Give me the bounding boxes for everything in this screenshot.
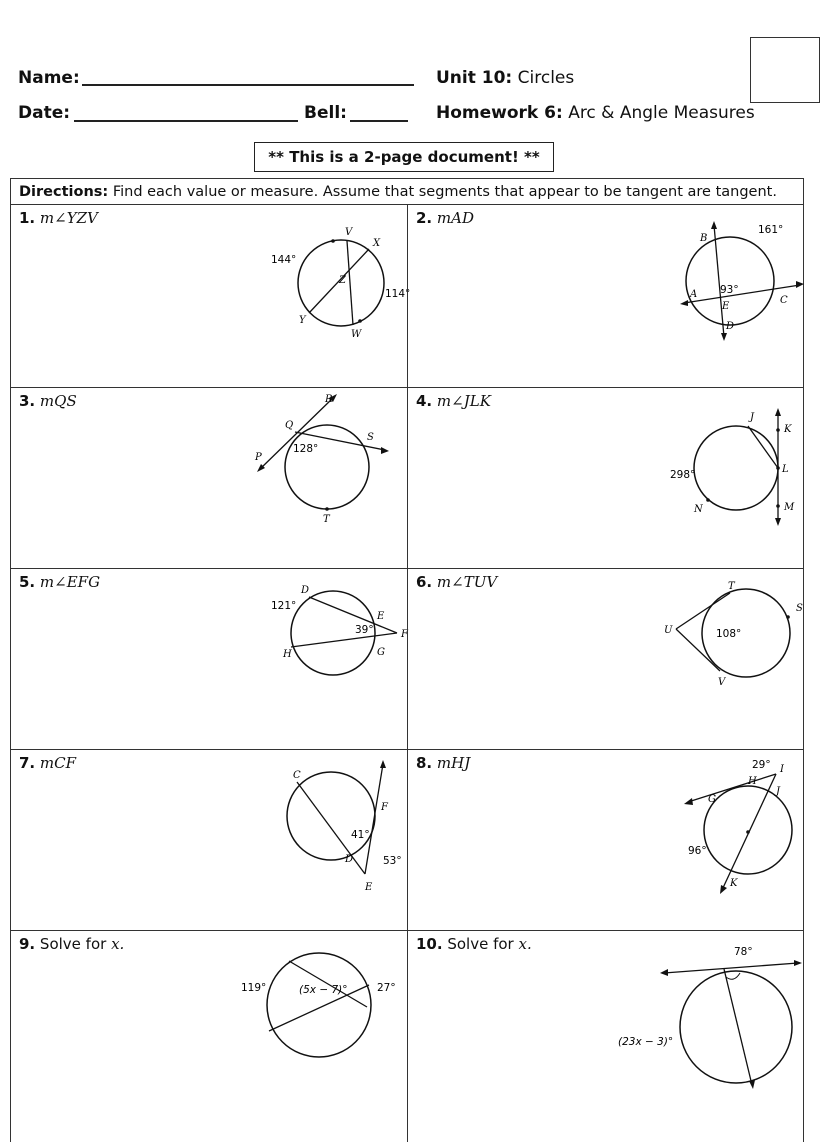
arrowhead <box>775 518 781 526</box>
point-label: K <box>730 878 738 889</box>
point-label: I <box>780 764 784 775</box>
arrowhead <box>749 1080 755 1089</box>
arrowhead <box>794 960 802 966</box>
problem-label: 2. mAD <box>416 209 475 227</box>
circle-figure-3 <box>249 392 409 527</box>
problem-5 <box>11 569 407 750</box>
arrowhead <box>381 447 389 454</box>
point-label: E <box>377 611 385 622</box>
problem-label: 5. m∠EFG <box>19 573 101 591</box>
circle-figure-6 <box>658 579 808 689</box>
circle <box>704 786 792 874</box>
circle <box>287 772 375 860</box>
circle-figure-1 <box>251 217 411 347</box>
point-label: G <box>377 647 385 658</box>
angle-measure: (5x − 7)° <box>299 984 348 996</box>
tangent-ef <box>365 764 383 874</box>
circle-figure-2 <box>670 215 810 345</box>
date-blank[interactable] <box>74 120 298 122</box>
point-label: C <box>780 295 788 306</box>
circle-figure-8 <box>672 758 812 898</box>
problem-8 <box>407 750 803 931</box>
point-dot <box>786 615 790 619</box>
point-label: Q <box>285 420 294 431</box>
circle <box>694 426 778 510</box>
circle <box>285 425 369 509</box>
name-blank[interactable] <box>82 84 414 86</box>
problem-label: 9. Solve for x. <box>19 935 125 953</box>
problem-label: 3. mQS <box>19 392 77 410</box>
name-label: Name: <box>18 68 80 88</box>
point-label: F <box>401 629 408 640</box>
point-label: D <box>726 321 735 332</box>
homework-heading: Homework 6: Arc & Angle Measures <box>436 103 755 123</box>
point-label: T <box>323 514 330 525</box>
directions: Directions: Find each value or measure. Assume that segments that appear to be tangent are tangent. <box>11 179 803 205</box>
angle-measure: 78° <box>734 946 753 958</box>
point-dot <box>776 428 780 432</box>
point-label: Z <box>339 275 346 286</box>
point-label: D <box>301 585 310 596</box>
point-label: S <box>796 603 803 614</box>
arrowhead <box>711 221 717 229</box>
point-label: S <box>367 432 374 443</box>
arrowhead <box>380 760 386 768</box>
chord-vw <box>347 241 353 325</box>
bell-blank[interactable] <box>350 120 408 122</box>
arc-measure: 119° <box>241 982 267 994</box>
point-label: W <box>351 329 362 340</box>
problem-1 <box>11 205 411 388</box>
secant-bd <box>714 225 724 337</box>
problem-7 <box>11 750 407 931</box>
circle <box>267 953 371 1057</box>
problem-6 <box>407 569 803 750</box>
arrowhead <box>721 333 727 341</box>
problem-2 <box>407 205 803 388</box>
point-label: A <box>690 289 698 300</box>
secant-hf <box>291 633 397 647</box>
problem-3 <box>11 388 407 569</box>
problem-10 <box>407 931 803 1142</box>
point-label: V <box>345 227 353 238</box>
circle <box>680 971 792 1083</box>
point-label: G <box>708 794 716 805</box>
point-label: P <box>255 452 262 463</box>
point-label: V <box>718 677 726 688</box>
point-label: R <box>325 394 333 405</box>
chord-jl <box>748 426 778 468</box>
chord-line <box>724 969 752 1085</box>
point-label: Y <box>299 315 306 326</box>
circle-figure-10 <box>608 941 804 1091</box>
arrowhead <box>796 281 804 288</box>
point-label: B <box>700 233 708 244</box>
point-dot <box>331 239 335 243</box>
problem-label: 7. mCF <box>19 754 77 772</box>
arc-measure: 41° <box>351 829 370 841</box>
point-label: J <box>776 786 781 797</box>
point-label: C <box>293 770 301 781</box>
problem-label: 1. m∠YZV <box>19 209 98 227</box>
point-label: F <box>381 802 388 813</box>
point-label: L <box>782 464 789 475</box>
point-label: N <box>694 504 703 515</box>
arc-measure: 298° <box>670 469 696 481</box>
bell-label: Bell: <box>304 103 347 123</box>
circle-figure-5 <box>251 579 411 689</box>
circle-figure-4 <box>656 402 816 532</box>
point-label: E <box>365 882 373 893</box>
arrowhead <box>720 885 727 894</box>
angle-mark <box>726 973 740 979</box>
arc-measure: 108° <box>716 628 742 640</box>
arrowhead <box>680 300 688 306</box>
arc-measure: 96° <box>688 845 707 857</box>
arc-measure: 121° <box>271 600 297 612</box>
point-label: H <box>283 649 292 660</box>
arc-measure: (23x − 3)° <box>618 1036 674 1048</box>
problem-label: 8. mHJ <box>416 754 471 772</box>
point-label: X <box>373 238 381 249</box>
problem-label: 10. Solve for x. <box>416 935 532 953</box>
angle-measure: 93° <box>720 284 739 296</box>
arc-measure: 144° <box>271 254 297 266</box>
problem-sheet <box>10 178 804 1142</box>
angle-measure: 53° <box>383 855 402 867</box>
point-dot <box>776 504 780 508</box>
arc-measure: 27° <box>377 982 396 994</box>
tangent-uv <box>676 629 720 671</box>
point-label: E <box>722 301 730 312</box>
point-label: D <box>345 854 354 865</box>
arrowhead <box>684 798 693 805</box>
angle-measure: 29° <box>752 759 771 771</box>
arrowhead <box>775 408 781 416</box>
circle-figure-9 <box>227 943 407 1063</box>
problem-4 <box>407 388 803 569</box>
point-label: T <box>728 581 735 592</box>
arc-measure: 161° <box>758 224 784 236</box>
page-count-banner: ** This is a 2-page document! ** <box>254 142 554 172</box>
problem-label: 6. m∠TUV <box>416 573 498 591</box>
unit-heading: Unit 10: Circles <box>436 68 575 88</box>
point-dot <box>325 507 329 511</box>
arrowhead <box>660 969 668 976</box>
date-label: Date: <box>18 103 71 123</box>
angle-measure: 128° <box>293 443 319 455</box>
point-dot <box>746 830 750 834</box>
point-label: K <box>784 424 792 435</box>
circle <box>686 237 774 325</box>
point-label: H <box>748 776 757 787</box>
problem-9 <box>11 931 407 1142</box>
point-dot <box>706 498 710 502</box>
point-dot <box>776 466 780 470</box>
arc-measure: 39° <box>355 624 374 636</box>
arc-measure: 114° <box>385 288 411 300</box>
point-dot <box>358 319 362 323</box>
point-label: J <box>750 412 755 423</box>
point-label: M <box>784 502 795 513</box>
circle-figure-7 <box>281 758 411 898</box>
problem-label: 4. m∠JLK <box>416 392 491 410</box>
point-label: U <box>664 625 673 636</box>
score-box[interactable] <box>750 37 820 103</box>
